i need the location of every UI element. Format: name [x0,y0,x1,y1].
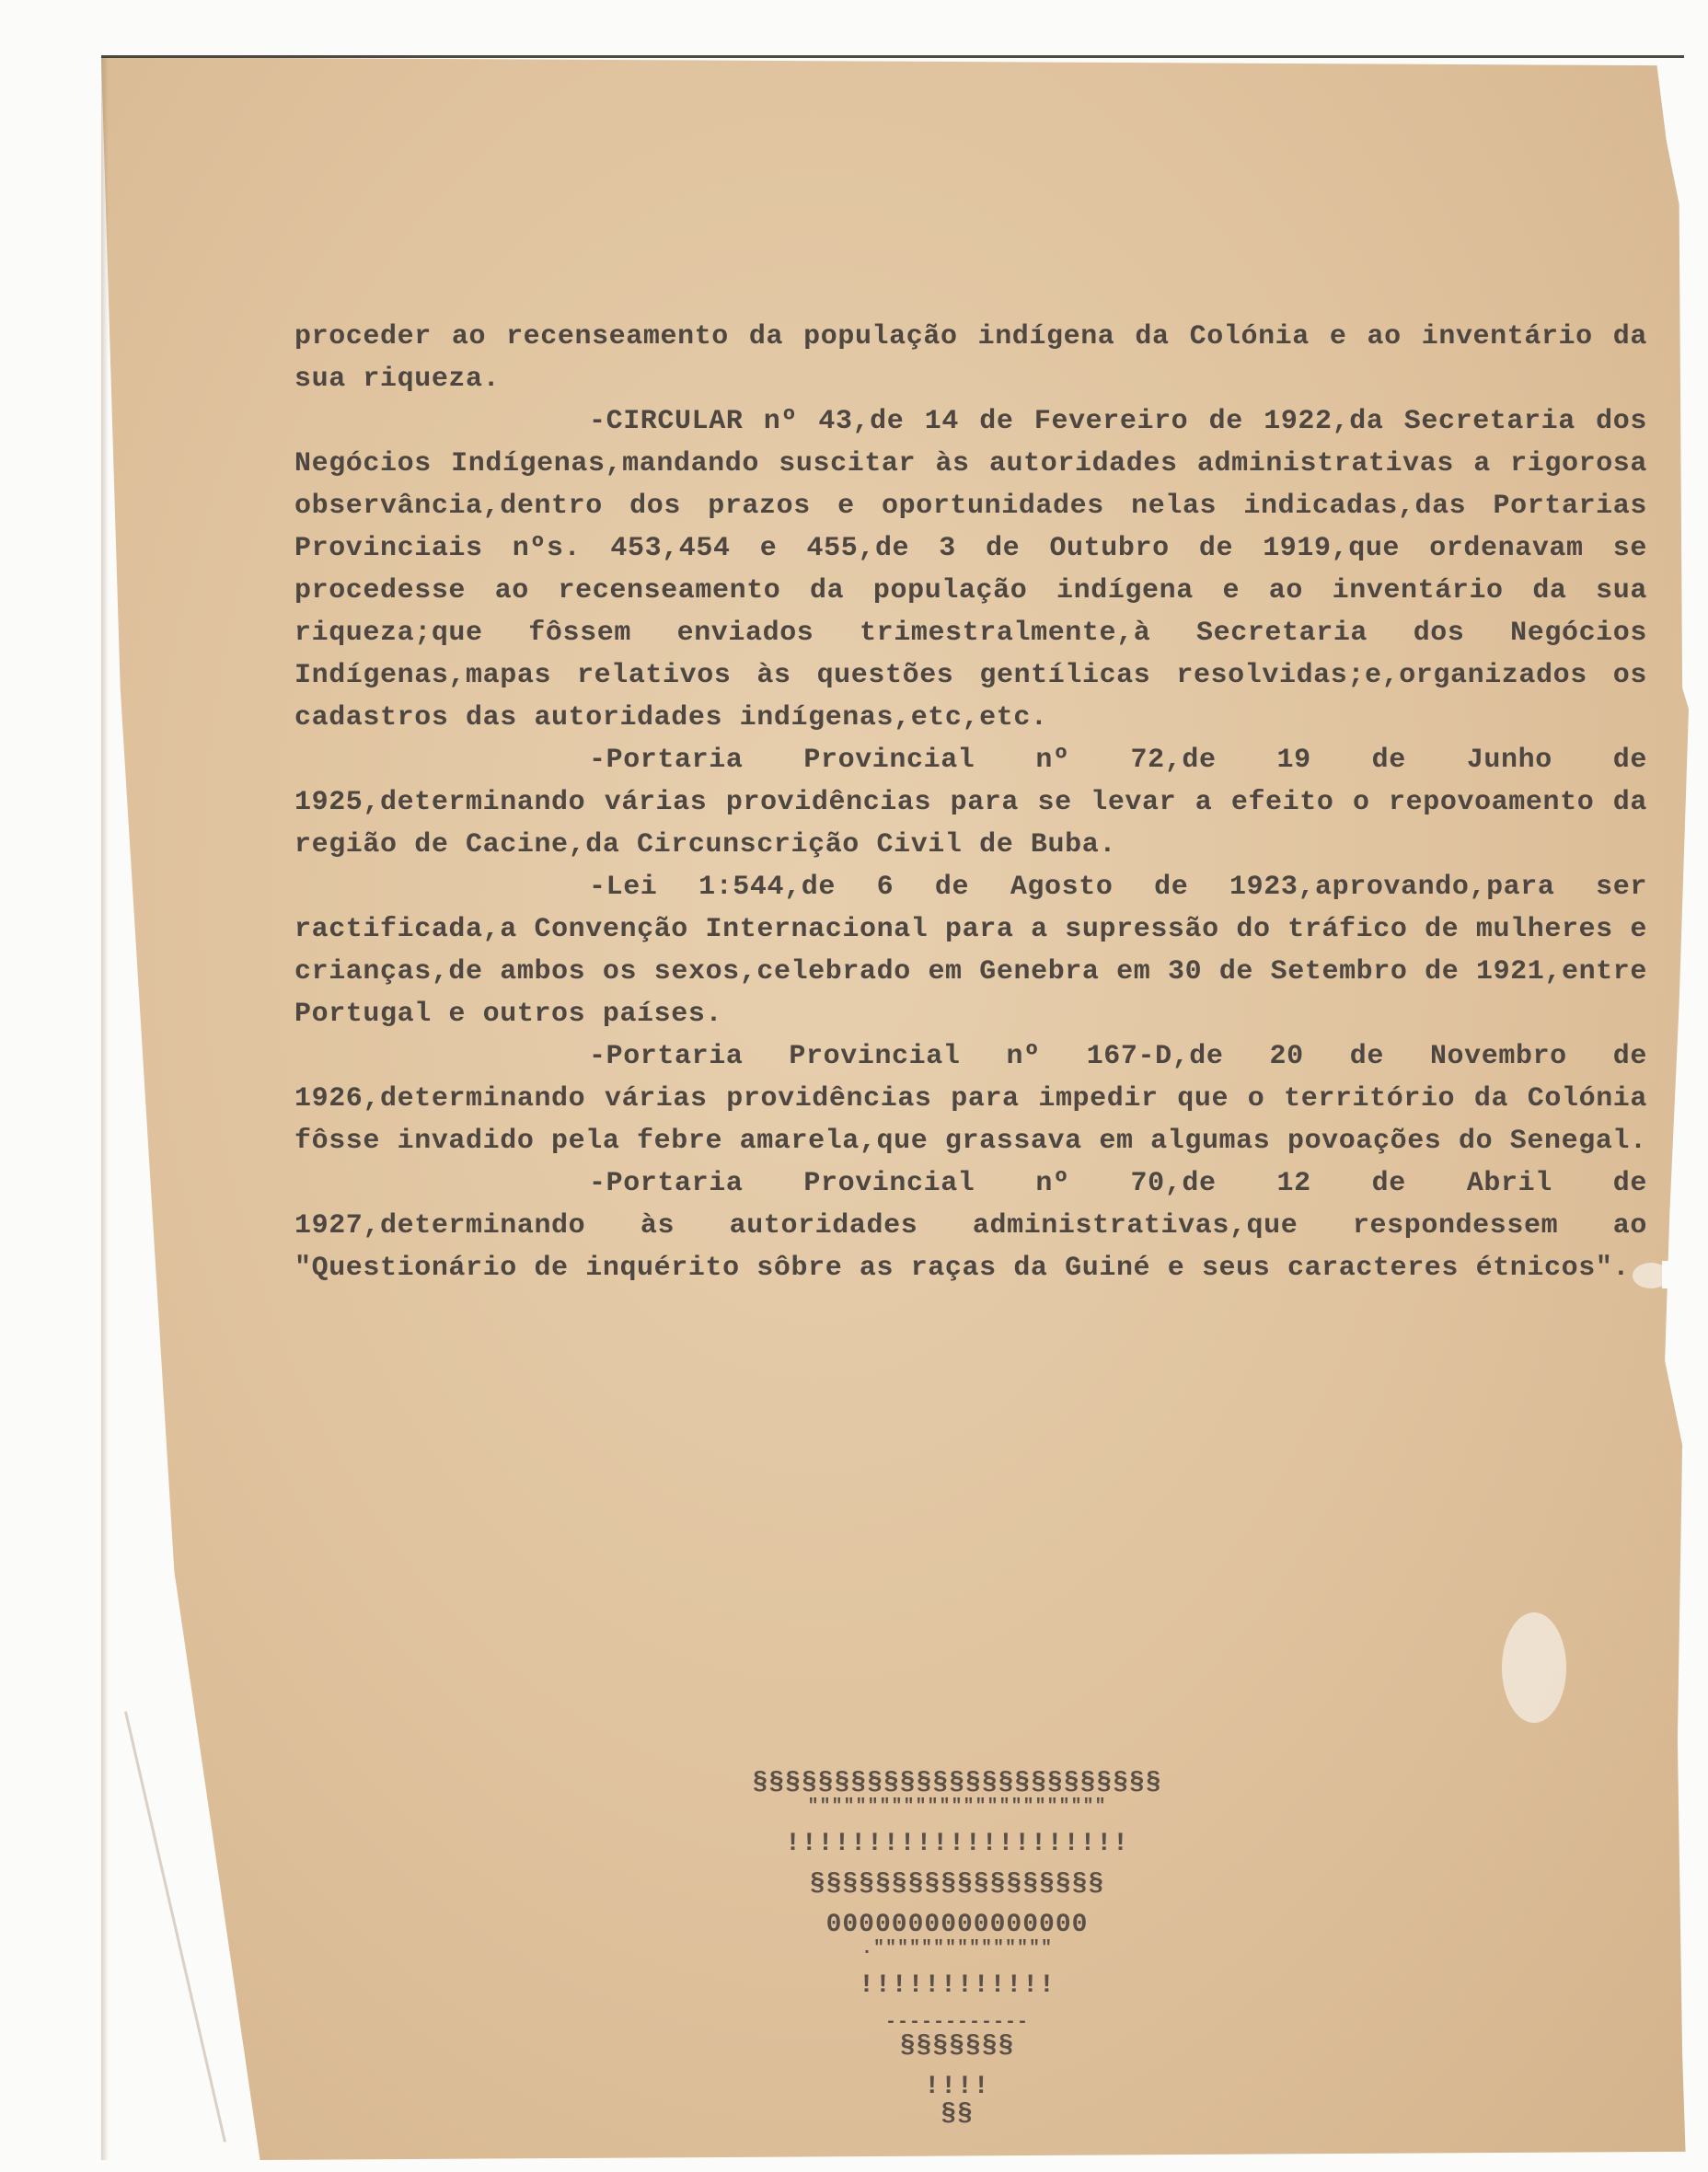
ornament-line: §§§§§§§§§§§§§§§§§§§§§§§§§ [752,1769,1162,1797]
ornament-line: ------------ [884,2012,1030,2033]
paragraph-portaria-167d: -Portaria Provincial nº 167-D,de 20 de Novembro de 1926,determinando várias providências para impedir que o território da Colónia fôsse invadido pela febre amarela,que grassava em algumas povoações do Senegal. [294,1041,1647,1157]
ornament-line: 0000000000000000 [825,1911,1089,1939]
ornament-line: !!!!!!!!!!!! [859,1971,1056,2000]
paragraph-lei-1544: -Lei 1:544,de 6 de Agosto de 1923,aprovando,para ser ractificada,a Convenção Internacional para a supressão do tráfico de mulheres e crianças,de ambos os sexos,celebrado em Genebra em 30 de Setembro de 1921,entre Portugal e outros países. [294,872,1647,1030]
ornament-line: """"""""""""""""""""""""" [807,1797,1107,1818]
paragraph-portaria-70: -Portaria Provincial nº 70,de 12 de Abril de 1927,determinando às autoridades administrativas,que respondessem ao "Questionário de inquérito sôbre as raças da Guiné e seus caracteres étnicos". [294,1168,1647,1284]
paper-top-edge [101,55,1684,58]
ornament-line: .""""""""""""""" [860,1938,1054,1959]
worn-spot [1502,1612,1566,1723]
paragraph-continuation: proceder ao recenseamento da população indígena da Colónia e ao inventário da sua riqueza. [294,321,1647,395]
paper-left-shadow [101,57,109,2160]
typewritten-body [294,316,1647,1289]
paragraph-portaria-72: -Portaria Provincial nº 72,de 19 de Junho de 1925,determinando várias providências para se levar a efeito o repovoamento da região de Cacine,da Circunscrição Civil de Buba. [294,745,1647,861]
paragraph-circular-43: -CIRCULAR nº 43,de 14 de Fevereiro de 1922,da Secretaria dos Negócios Indígenas,mandando suscitar às autoridades administrativas a rigorosa observância,dentro dos prazos e oportunidades nelas indicadas,das Portarias Provinciais nºs. 453,454 e 455,de 3 de Outubro de 1919,que ordenavam se procedesse ao recenseamento da população indígena e ao inventário da sua riqueza;que fôssem enviados trimestralmente,à Secretaria dos Negócios Indígenas,mapas relativos às questões gentílicas resolvidas;e,organizados os cadastros das autoridades indígenas,etc,etc. [294,406,1647,734]
ornament-line: !!!! [924,2073,990,2101]
typed-ornament [699,1770,1215,2129]
ornament-line: §§§§§§§ [899,2032,1015,2061]
ornament-line: §§§§§§§§§§§§§§§§§§ [809,1870,1105,1899]
ornament-line: !!!!!!!!!!!!!!!!!!!!! [785,1830,1129,1858]
paper-tear [1662,1261,1708,1288]
ornament-line: §§ [941,2100,974,2129]
